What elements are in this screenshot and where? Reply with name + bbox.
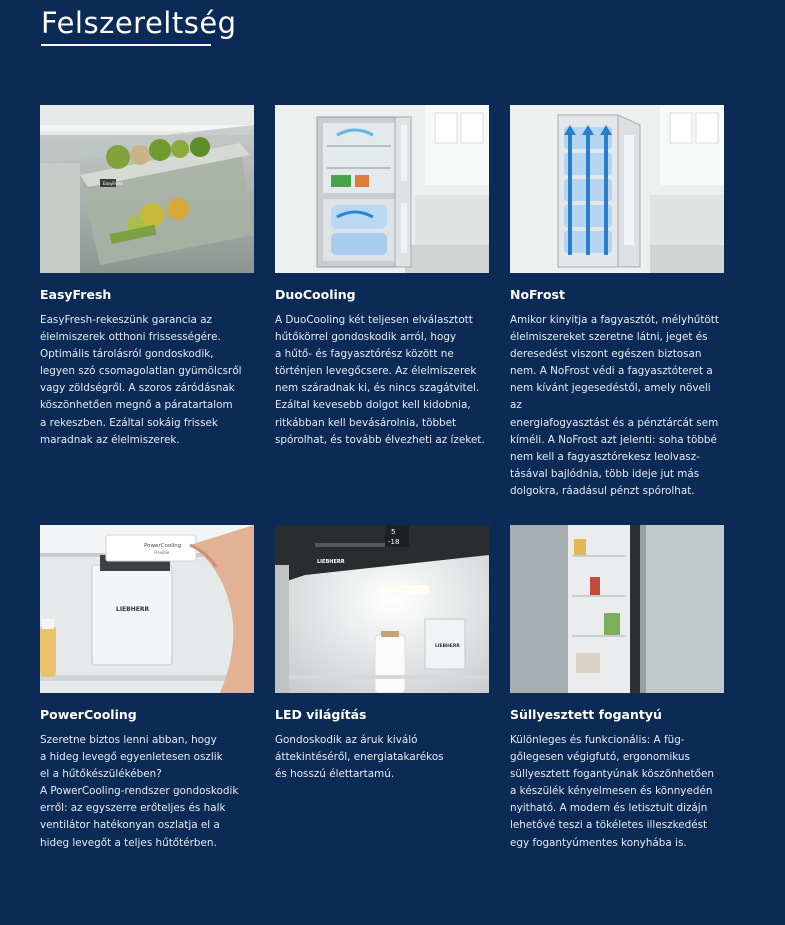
feature-heading: DuoCooling (275, 287, 356, 302)
svg-text:LIEBHERR: LIEBHERR (435, 644, 460, 649)
page-title: Felszereltség (41, 6, 237, 40)
display-top: 5 (391, 528, 396, 536)
recessed-handle-image (510, 525, 724, 693)
brand-label: LIEBHERR (116, 606, 150, 613)
feature-card-duocooling (275, 105, 489, 449)
feature-heading: EasyFresh (40, 287, 112, 302)
feature-card-easyfresh (40, 105, 254, 449)
module-label: PowerCooling (144, 543, 182, 549)
feature-description: A DuoCooling két teljesen elválasztott hűtőkörrel gondoskodik arról, hogy a hűtő- és fagyasztórész között ne történjen levegőcsere. Az élelmiszerek nem száradnak ki, és nincs szagátvitel. Ezáltal kevesebb dolgot kell kidobnia, ritkábban kell bevásárolnia, többet spórolhat, és tovább élvezheti az ízeket. (275, 314, 485, 446)
vegetable-drawer-image (40, 105, 254, 273)
feature-description: Gondoskodik az áruk kiváló áttekintéséről, energiatakarékos és hosszú élettartamú. (275, 734, 444, 781)
feature-card-led (275, 525, 489, 783)
feature-description: EasyFresh-rekeszünk garancia az élelmiszerek otthoni frissességére. Optimális tárolásról gondoskodik, legyen szó csomagolatlan gyümölcsről vagy zöldségről. A szoros záródásnak köszönhetően megnő a páratartalom a rekeszben. Ezáltal sokáig frissek maradnak az élelmiszerek. (40, 314, 242, 446)
feature-heading: LED világítás (275, 707, 367, 722)
feature-heading: PowerCooling (40, 707, 137, 722)
feature-heading: Süllyesztett fogantyú (510, 707, 662, 722)
fan-unit-image (40, 525, 254, 693)
freezer-airflow-image (510, 105, 724, 273)
led-light-image (275, 525, 489, 693)
feature-card-nofrost (510, 105, 724, 500)
feature-heading: NoFrost (510, 287, 565, 302)
feature-description: Különleges és funkcionális: A füg- gőlegesen végigfutó, ergonomikus süllyesztett fogantyúnak köszönhetően a készülék kényelmesen és könnyedén nyitható. A modern és letisztult dizájn lehetővé teszi a tökéletes illeszkedést egy fogantyúmentes konyhába is. (510, 734, 714, 849)
feature-card-powercooling (40, 525, 254, 852)
brand-label: LIEBHERR (317, 559, 345, 565)
module-sublabel: Flexible (154, 550, 170, 555)
drawer-label: EasyFresh (103, 181, 124, 186)
feature-description: Szeretne biztos lenni abban, hogy a hideg levegő egyenletesen oszlik el a hűtőkészülékében? A PowerCooling-rendszer gondoskodik erről: az egyszerre erőteljes és halk ventilátor hatékonyan oszlatja el a hideg levegőt a teljes hűtőtérben. (40, 734, 239, 849)
feature-description: Amikor kinyitja a fagyasztót, mélyhűtött élelmiszereket szeretne látni, jeget és deresedést viszont egészen biztosan nem. A NoFrost védi a fagyasztóteret a nem kívánt jegesedéstől, amely növeli az energiafogyasztást és a pénztárcát sem kíméli. A NoFrost azt jelenti: soha többé nem kell a fagyasztórekesz leolvasz- tásával bajlódnia, több ideje jut más dolgokra, ráadásul pénzt spórolhat. (510, 314, 719, 497)
display-bottom: -18 (388, 538, 400, 546)
feature-card-handle (510, 525, 724, 852)
title-underline (41, 44, 211, 46)
fridge-freezer-image (275, 105, 489, 273)
